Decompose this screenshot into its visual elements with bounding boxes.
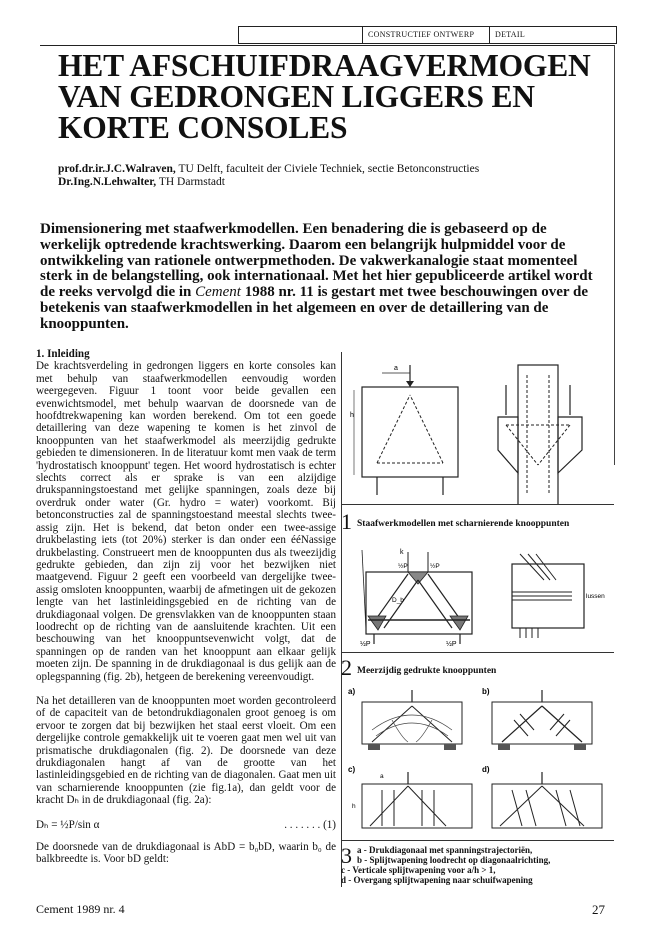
header-bar (238, 26, 617, 44)
header-subsection: DETAIL (495, 30, 526, 39)
figure-3-drawing (342, 680, 614, 840)
figure-1-caption: Staafwerkmodellen met scharnierende knooppunten (357, 519, 570, 529)
fig3-dim-h: h (352, 803, 356, 810)
fig3-label-d: d) (482, 765, 490, 774)
formula-expression: Dₕ = ½P/sin α (36, 818, 100, 831)
header-section: CONSTRUCTIEF ONTWERP (368, 30, 475, 39)
section-heading: 1. Inleiding (36, 348, 90, 360)
authors (58, 163, 618, 189)
figure-2-caption: Meerzijdig gedrukte knooppunten (357, 666, 497, 676)
paragraph-1: De krachtsverdeling in gedrongen liggers en korte consoles kan met behulp van staafwerkmodellen eenvoudig worden weergegeven. Figuur 1 toont voor beide gevallen een evenwichtsmodel, met behulp waarvan de doorsnede van de hoofdtrekwapening kan worden berekend. Om tot een goede detaillering van deze wapening te komen is het zinvol de knooppunten van het staafwerkmodel als meerzijdig gedrukte gebieden te dimensioneren. In de literatuur komt men vaak de term 'hydrostatisch knooppunt' tegen. Het woord hydrostatisch is echter slechts correct als er sprake is van een alzijdige drukspanningstoestand met gelijke spanningen, zoals deze bij overdruk onder water (Gr. hydro = water) voorkomt. Bij betonconstructies zal de spanningstoestand meestal slechts twee-assig zijn. Het is bekend, dat beton onder een twee-assige drukbelasting iets (tot 20%) sterker is dan onder een ééNassige drukbelasting. Construeert men de knooppunten dus als tweezijdig gedrukte gebieden, dan zijn zij voor het bezwijken niet maatgevend. Figuur 2 geeft een voorbeeld van dergelijke twee-assig omsloten knooppunten, waarbij de afmetingen uit de gekozen lengte van het lastinleidingsgebied en de richting van de drukdiagonaal volgen. De grensvlakken van de knooppunten staan loodrecht op de richting van de aansluitende krachten. Uit een beschouwing van het knooppuntsevenwicht volgt, dat de spanningen op de randen van het knooppunt aan elkaar gelijk moeten zijn. De spanning in de drukdiagonaal is dus gelijk aan de oplegspanning (fig. 2b), hetgeen de berekening vereenvoudigt. (36, 360, 336, 683)
figure-3-caption-c: c - Verticale splijtwapening voor a/h > 1, (341, 865, 496, 875)
author-1-name: prof.dr.ir.J.C.Walraven, (58, 163, 176, 175)
fig1-dim-a: a (394, 365, 398, 372)
fig3-label-a: a) (348, 687, 356, 696)
fig1-dim-h: h (350, 412, 354, 419)
fig2-lussen-label: lussen (586, 593, 605, 600)
fig3-dim-a: a (380, 773, 384, 780)
fig3-label-c: c) (348, 765, 356, 774)
figure-2-drawing (342, 540, 614, 652)
formula-1 (36, 819, 336, 831)
figure-3-caption-d: d - Overgang splijtwapening naar schuifwapening (341, 875, 533, 885)
title-line-2: VAN GEDRONGEN LIGGERS EN (58, 79, 535, 114)
figure-1-number: 1 (341, 509, 352, 534)
paragraph-3: De doorsnede van de drukdiagonaal is AbD = b₀bD, waarin b₀ de balkbreedte is. Voor bD geldt: (36, 841, 336, 866)
fig2-k-label: k (400, 549, 404, 556)
abstract-italic: Cement (195, 284, 241, 301)
abstract-part-2: 1988 nr. 11 is gestart met twee beschouwingen over de betekenis van staafwerkmodellen in het algemeen en over de detaillering van de knooppunten. (40, 284, 589, 332)
fig2-load-left: ½P (398, 563, 408, 570)
figure-3-caption-a: a - Drukdiagonaal met spanningstrajectoriën, (357, 845, 533, 855)
fig2-reaction-right: ½P (446, 641, 457, 648)
fig3-label-b: b) (482, 687, 490, 696)
fig2-db-label: D_b (392, 597, 404, 604)
figure-3-caption-box (341, 840, 614, 891)
figure-2-caption-box (341, 652, 614, 679)
abstract-part-1: Dimensionering met staafwerkmodellen. Een benadering die is gebaseerd op de werkelijk optredende krachtswerking. Daarom een belangrijk hulpmiddel voor de ontwikkeling van rationele ontwerpmethoden. De vakwerkanalogie staat momenteel sterk in de belangstelling, ook internationaal. Met het hier gepubliceerde artikel wordt de reeks vervolgd die in (40, 221, 593, 301)
header-divider (489, 27, 490, 43)
author-2-affiliation: TH Darmstadt (156, 176, 225, 188)
fig2-reaction-left: ½P (360, 641, 371, 648)
footer-journal: Cement 1989 nr. 4 (36, 902, 125, 916)
header-divider (362, 27, 363, 43)
title-line-1: HET AFSCHUIFDRAAGVERMOGEN (58, 48, 591, 83)
fig2-load-right: ½P (430, 563, 440, 570)
figure-3-caption-b: b - Splijtwapening loodrecht op diagonaalrichting, (357, 855, 551, 865)
author-2-name: Dr.Ing.N.Lehwalter, (58, 176, 157, 188)
author-1-affiliation: TU Delft, faculteit der Civiele Techniek, sectie Betonconstructies (175, 163, 480, 175)
page-number: 27 (592, 902, 605, 917)
figure-2-number: 2 (341, 655, 352, 680)
paragraph-2: Na het detailleren van de knooppunten moet worden gecontroleerd of de capaciteit van de betondrukdiagonalen groot genoeg is om ervoor te zorgen dat bij bezwijken het staal eerst vloeit. Om een dergelijke controle gemakkelijk uit te voeren gaat men wel uit van prismatische drukdiagonalen (fig. 2). De doorsnede van deze drukdiagonalen hangt af van de grootte van het lastinleidingsgebied en de richting van de diagonalen. Gaat men uit van scharnierende knooppunten (zie fig.1a), dan geldt voor de kracht Dₕ in de drukdiagonaal (fig. 2a): (36, 694, 336, 807)
figure-1-caption-box (341, 504, 614, 541)
title-rule (40, 45, 615, 46)
body-column (36, 348, 336, 878)
figure-1-drawing (342, 355, 614, 505)
formula-number: . . . . . . . (1) (284, 818, 336, 831)
title-line-3: KORTE CONSOLES (58, 110, 348, 145)
figure-3-number: 3 (341, 843, 352, 868)
article-title (58, 50, 618, 143)
abstract (40, 222, 610, 333)
